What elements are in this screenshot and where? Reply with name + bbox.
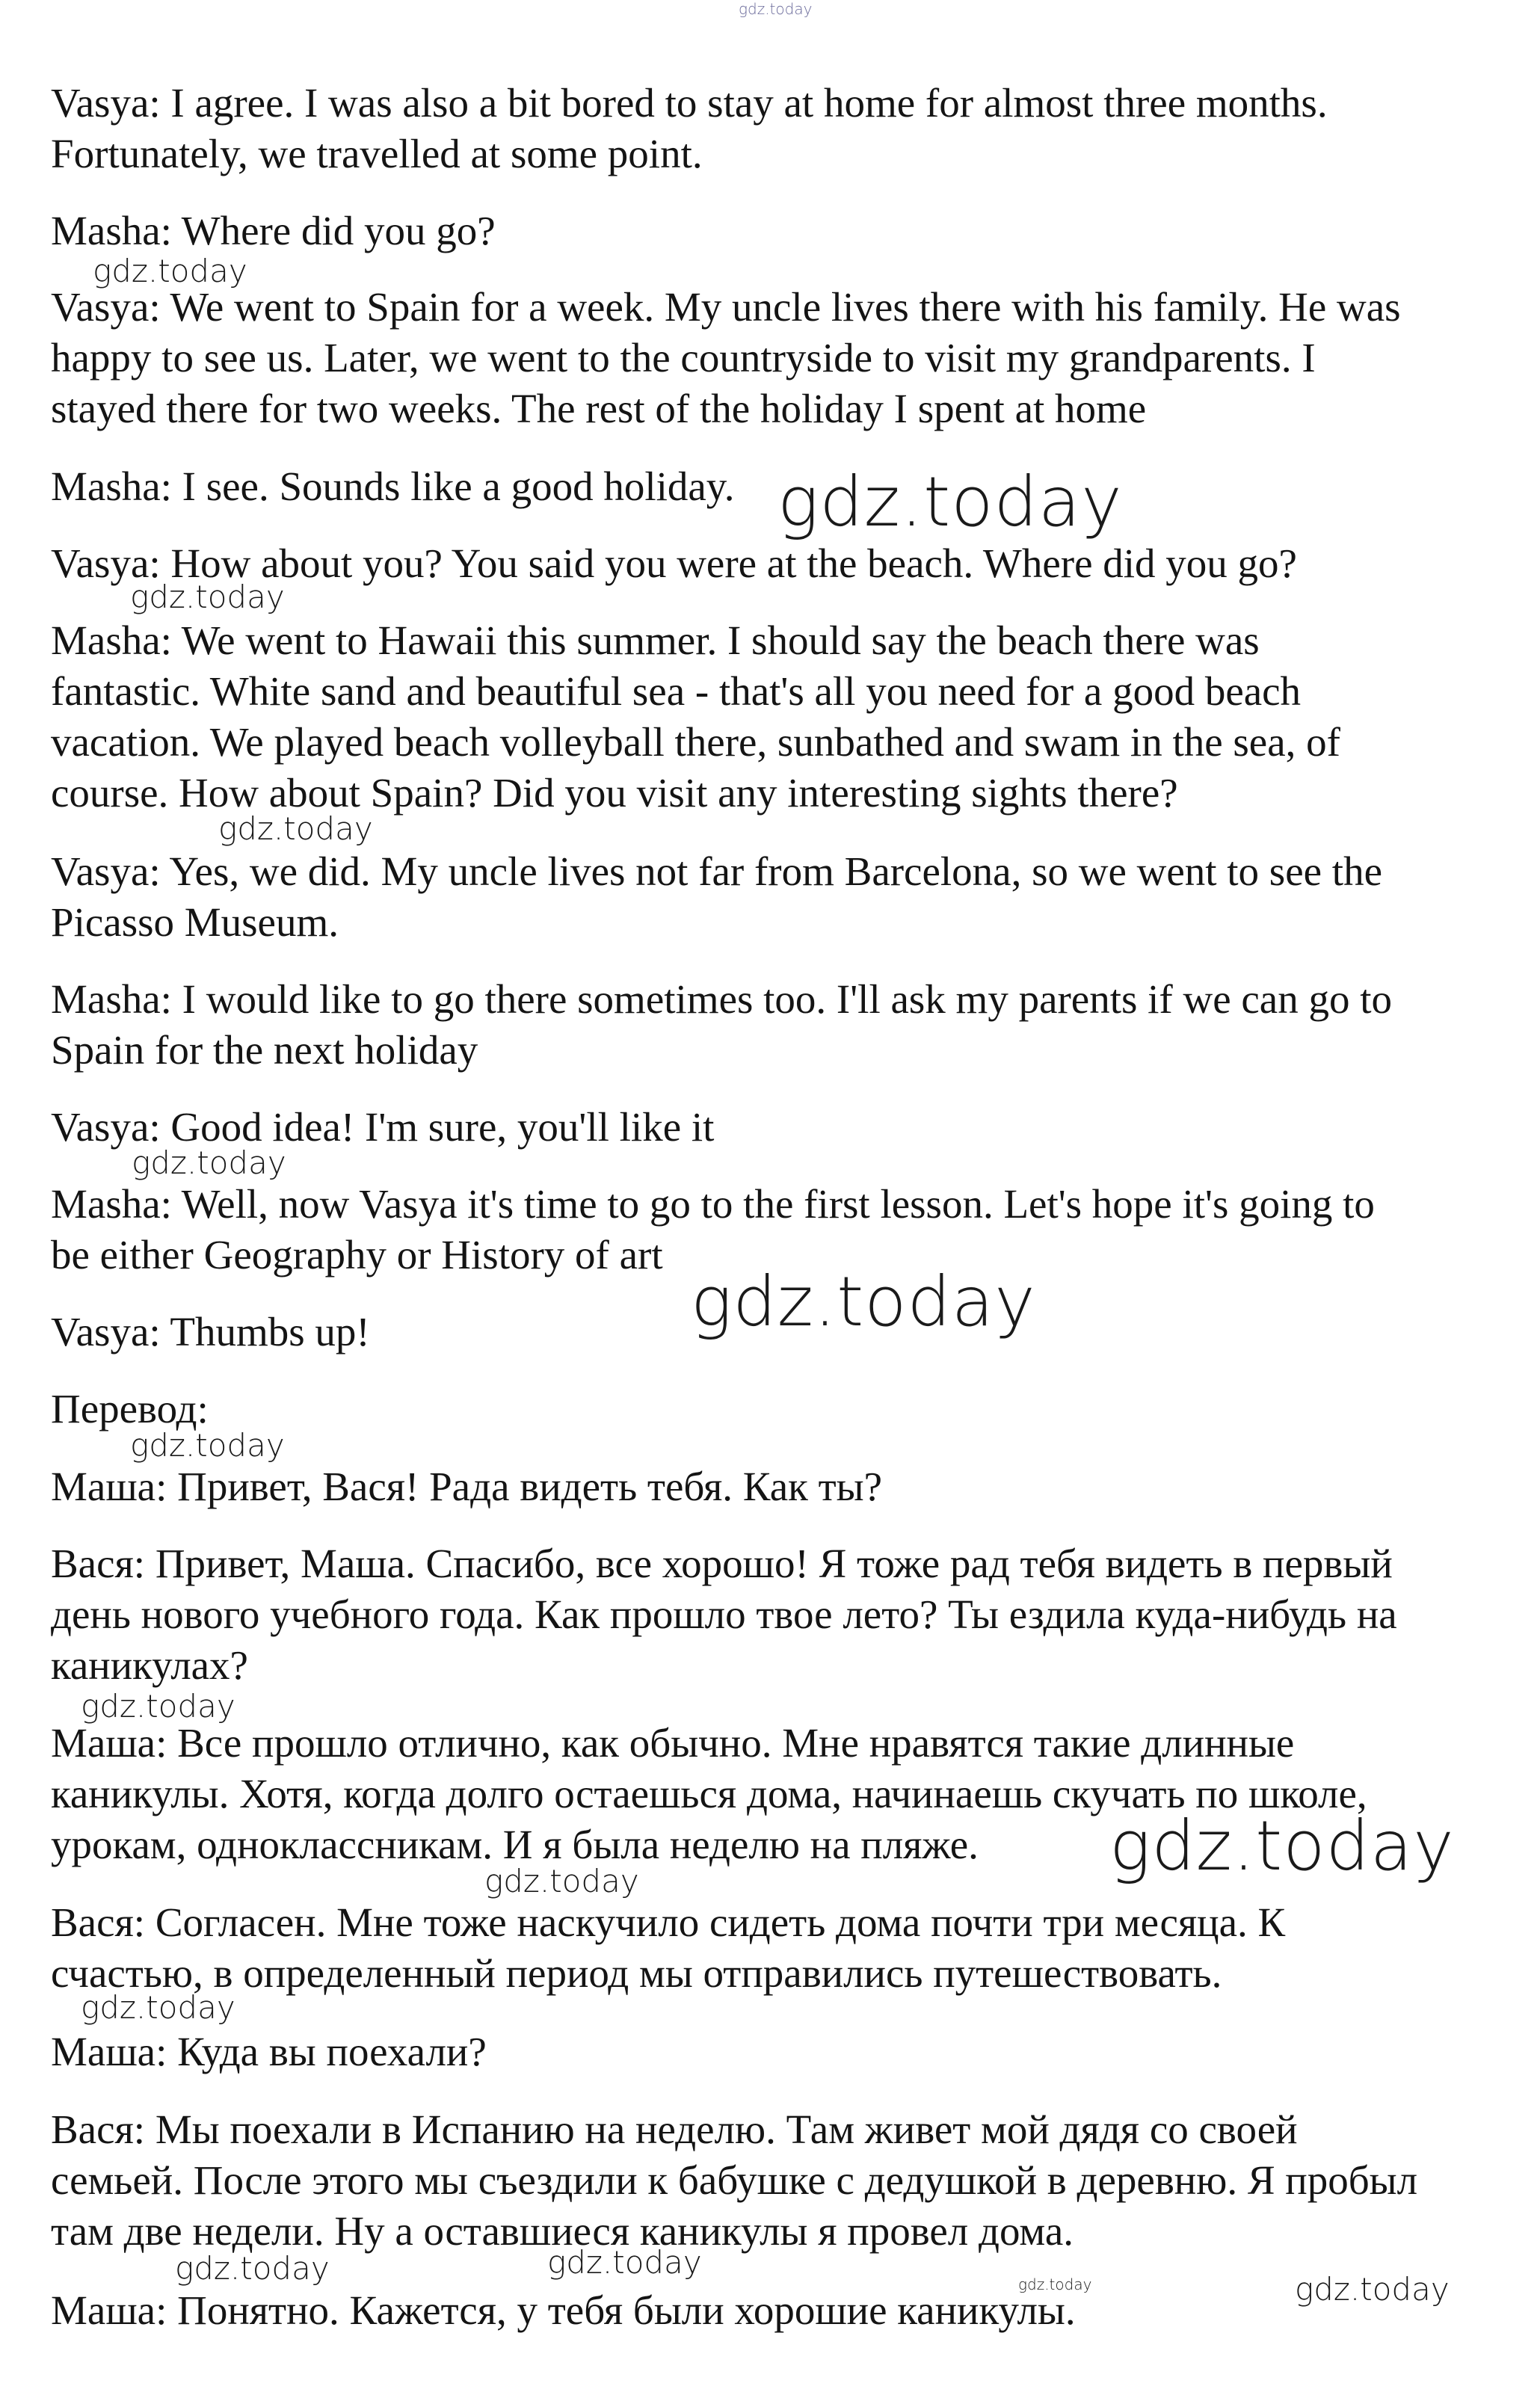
dialogue-line: Masha: Where did you go? <box>51 208 496 253</box>
watermark: gdz.today <box>132 1144 286 1181</box>
watermark: gdz.today <box>1295 2271 1450 2308</box>
watermark: gdz.today <box>93 253 247 289</box>
watermark: gdz.today <box>777 462 1123 542</box>
translation-line: Маша: Куда вы поехали? <box>51 2029 487 2074</box>
dialogue-line: Vasya: Good idea! I'm sure, you'll like it <box>51 1104 715 1150</box>
dialogue-line: Vasya: I agree. I was also a bit bored to stay at home for almost three months. Fortunately, we travelled at some point. <box>51 80 1328 176</box>
watermark: gdz.today <box>218 810 373 847</box>
watermark: gdz.today <box>81 1989 235 2026</box>
dialogue-line: Vasya: Thumbs up! <box>51 1309 370 1354</box>
translation-line: Маша: Все прошло отлично, как обычно. Мне нравятся такие длинные каникулы. Хотя, когда долго остаешься дома, начинаешь скучать по школе, урокам, одноклассникам. И я была неделю на пляже. <box>51 1720 1367 1867</box>
translation-line: Вася: Согласен. Мне тоже наскучило сидеть дома почти три месяца. К счастью, в определенный период мы отправились путешествовать. <box>51 1899 1286 1996</box>
watermark: gdz.today <box>484 1863 639 1899</box>
translation-line: Вася: Привет, Маша. Спасибо, все хорошо! Я тоже рад тебя видеть в первый день нового учебного года. Как прошло твое лето? Ты ездила куда-нибудь на каникулах? <box>51 1541 1397 1688</box>
watermark: gdz.today <box>1109 1806 1455 1886</box>
watermark: gdz.today <box>739 0 813 18</box>
watermark: gdz.today <box>81 1688 235 1725</box>
dialogue-line: Masha: We went to Hawaii this summer. I should say the beach there was fantastic. White sand and beautiful sea - that's all you need for a good beach vacation. We played beach volleyball there, sunbathed and swam in the sea, of course. How about Spain? Did you visit any interesting sights there? <box>51 617 1340 816</box>
translation-heading: Перевод: <box>51 1386 209 1431</box>
translation-line: Маша: Понятно. Кажется, у тебя были хорошие каникулы. <box>51 2287 1076 2333</box>
watermark: gdz.today <box>130 579 285 615</box>
watermark: gdz.today <box>130 1427 285 1464</box>
dialogue-line: Masha: I see. Sounds like a good holiday. <box>51 463 735 509</box>
dialogue-line: Vasya: Yes, we did. My uncle lives not far from Barcelona, so we went to see the Picasso Museum. <box>51 848 1382 945</box>
watermark: gdz.today <box>691 1262 1036 1342</box>
dialogue-line: Vasya: How about you? You said you were at the beach. Where did you go? <box>51 540 1297 586</box>
dialogue-line: Masha: I would like to go there sometimes too. I'll ask my parents if we can go to Spain for the next holiday <box>51 976 1392 1073</box>
watermark: gdz.today <box>1018 2275 1092 2293</box>
dialogue-line: Masha: Well, now Vasya it's time to go to the first lesson. Let's hope it's going to be either Geography or History of art <box>51 1181 1375 1277</box>
dialogue-line: Vasya: We went to Spain for a week. My uncle lives there with his family. He was happy to see us. Later, we went to the countryside to visit my grandparents. I stayed there for two weeks. The rest of the holiday I spent at home <box>51 284 1401 431</box>
watermark: gdz.today <box>547 2244 702 2281</box>
translation-line: Маша: Привет, Вася! Рада видеть тебя. Как ты? <box>51 1464 883 1509</box>
watermark: gdz.today <box>175 2250 330 2287</box>
translation-line: Вася: Мы поехали в Испанию на неделю. Там живет мой дядя со своей семьей. После этого мы съездили к бабушке с дедушкой в деревню. Я пробыл там две недели. Ну а оставшиеся каникулы я провел дома. <box>51 2106 1418 2254</box>
